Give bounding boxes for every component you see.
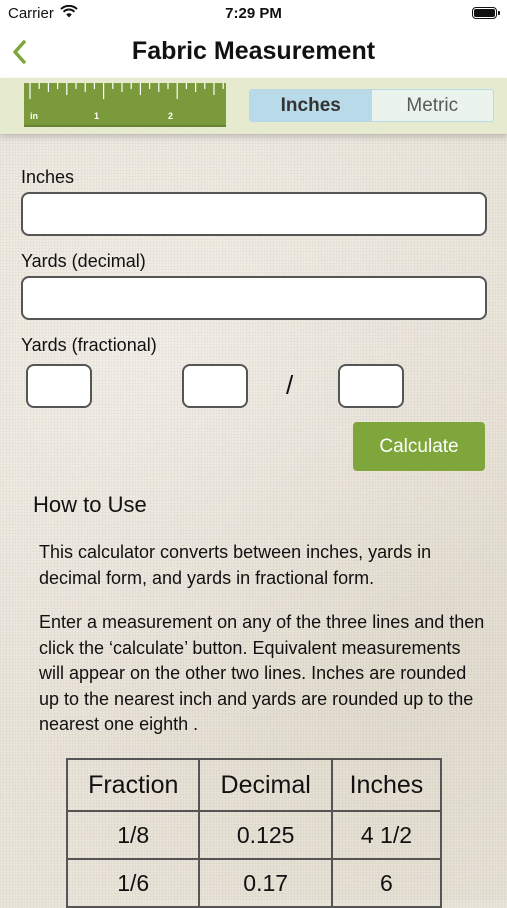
inches-input[interactable] xyxy=(21,192,487,236)
table-cell: 6 xyxy=(332,859,441,907)
table-row xyxy=(67,811,441,859)
ruler-ticks xyxy=(24,83,226,127)
unit-toggle xyxy=(249,89,494,122)
yards-fractional-label: Yards (fractional) xyxy=(21,335,157,355)
header-strip xyxy=(0,78,507,134)
table-cell: 0.17 xyxy=(199,859,331,907)
table-cell: 1/8 xyxy=(67,811,199,859)
table-header-row xyxy=(67,759,441,811)
column-header-inches: Inches xyxy=(332,759,441,811)
table-cell: 1/6 xyxy=(67,859,199,907)
battery-icon xyxy=(472,7,497,19)
ruler-tick-label: 1 xyxy=(94,111,100,121)
table-cell: 4 1/2 xyxy=(332,811,441,859)
ruler-image xyxy=(24,83,226,127)
ruler-unit-label: in xyxy=(30,111,38,121)
page-title: Fabric Measurement xyxy=(131,37,376,65)
ruler-tick-label: 2 xyxy=(168,111,174,121)
column-header-fraction: Fraction xyxy=(67,759,199,811)
table-cell: 0.125 xyxy=(199,811,331,859)
carrier-label: Carrier xyxy=(8,5,54,22)
unit-option-metric[interactable]: Metric xyxy=(406,94,459,116)
how-to-use-paragraph: This calculator converts between inches, yards in decimal form, and yards in fractional form. xyxy=(39,542,432,588)
how-to-use-heading: How to Use xyxy=(33,492,147,517)
yards-numerator-input[interactable] xyxy=(182,364,248,408)
inches-label: Inches xyxy=(21,167,75,187)
column-header-decimal: Decimal xyxy=(199,759,331,811)
yards-decimal-label: Yards (decimal) xyxy=(21,251,146,271)
unit-option-inches[interactable]: Inches xyxy=(250,90,372,121)
battery-level xyxy=(474,9,495,17)
yards-decimal-input[interactable] xyxy=(21,276,487,320)
navigation-bar xyxy=(0,28,507,78)
status-time: 7:29 PM xyxy=(225,5,282,22)
calculate-button[interactable]: Calculate xyxy=(353,422,485,471)
yards-denominator-input[interactable] xyxy=(338,364,404,408)
fraction-slash: / xyxy=(286,370,294,400)
how-to-use-paragraph: Enter a measurement on any of the three lines and then click the ‘calculate’ button. Equivalent measurements will appear on the other two lines. Inches are rounded up to the nearest inch and yards are rounded up to the nearest one eighth . xyxy=(39,612,485,734)
conversion-table xyxy=(66,758,442,908)
yards-whole-input[interactable] xyxy=(26,364,92,408)
status-bar xyxy=(0,0,507,28)
